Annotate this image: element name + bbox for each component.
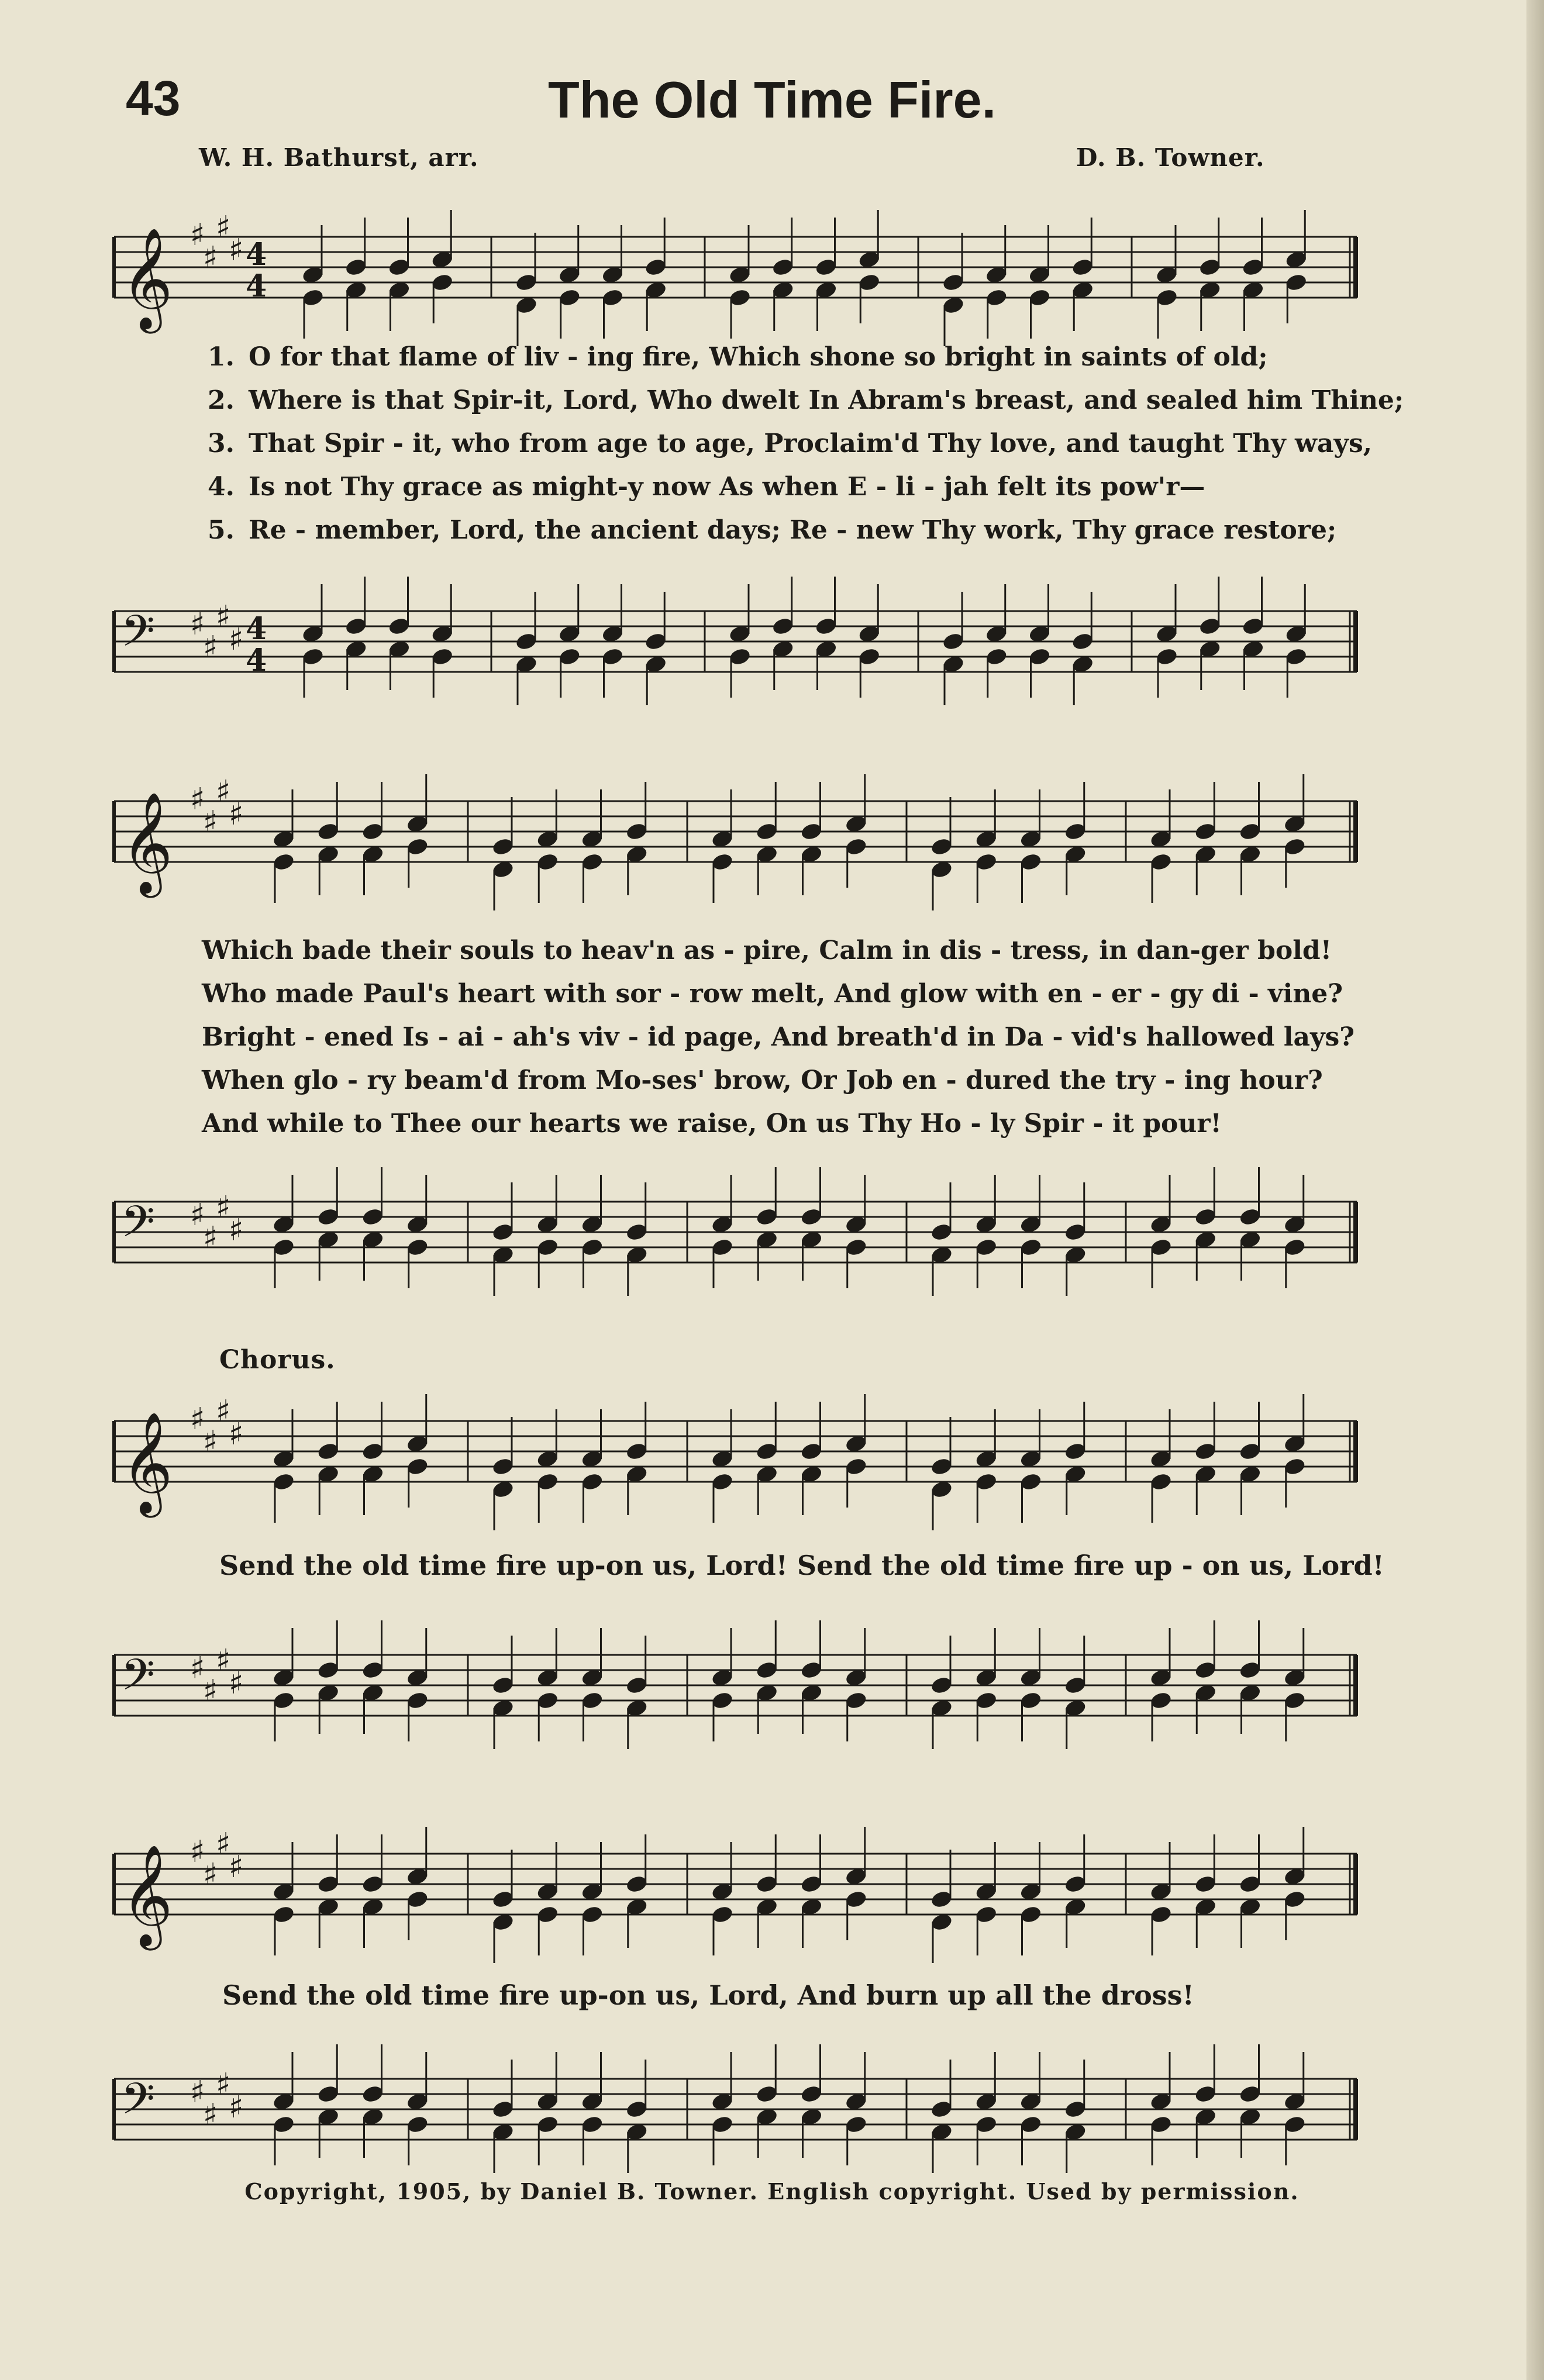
staff-lines-svg [102,1392,1369,1520]
verse-row-3 [208,429,1404,472]
sharp-icon: ♯ [190,218,205,253]
staff-lines-svg [102,1824,1369,1953]
time-signature-top: 4 [246,611,267,647]
lyricist-credit: W. H. Bathurst, arr. [199,143,479,172]
sharp-icon: ♯ [216,1394,231,1429]
composer-credit: D. B. Towner. [1076,143,1265,172]
chorus-label: Chorus. [219,1345,336,1375]
sharp-icon: ♯ [216,599,231,634]
sharp-icon: ♯ [229,1417,244,1452]
verse-row-5 [208,515,1404,558]
verse-cont-3: Bright - ened Is - ai - ah's viv - id page, And breath'd in Da - vid's hallowed lays? [202,1022,1355,1052]
sharp-icon: ♯ [203,1220,218,1255]
sharp-icon: ♯ [216,210,231,245]
time-signature-bottom: 4 [246,643,267,678]
verse-block-line2 [202,936,1355,1152]
hymn-title: The Old Time Fire. [547,71,997,129]
verse-text: O for that flame of liv - ing fire, Which shone so bright in saints of old; [249,342,1268,372]
sharp-icon: ♯ [203,630,218,665]
verse-row-2 [208,385,1404,429]
bass-staff-2 [102,1172,1369,1301]
verse-number: 5. [208,515,235,545]
treble-clef-icon: 𝄞 [121,792,173,894]
verse-text: Re - member, Lord, the ancient days; Re - new Thy work, Thy grace restore; [249,515,1337,545]
sharp-icon: ♯ [203,1857,218,1892]
sharp-icon: ♯ [203,1674,218,1709]
sharp-icon: ♯ [190,1651,205,1686]
sharp-icon: ♯ [203,805,218,840]
page-edge [1526,0,1544,2380]
bass-clef-icon: 𝄢 [121,1650,155,1711]
verse-cont-1: Which bade their souls to heav'n as - pire, Calm in dis - tress, in dan-ger bold! [202,936,1332,965]
treble-staff-2 [102,772,1369,901]
bass-clef-icon: 𝄢 [121,1196,155,1258]
bass-staff-1 [102,582,1369,710]
sharp-icon: ♯ [190,1198,205,1233]
sharp-icon: ♯ [229,233,244,268]
verse-row-1 [208,342,1404,385]
bass-clef-icon: 𝄢 [121,2074,155,2135]
time-signature-bottom: 4 [246,268,267,304]
verse-number: 1. [208,342,235,372]
verse-text: That Spir - it, who from age to age, Proclaim'd Thy love, and taught Thy ways, [249,429,1373,458]
treble-staff-3 [102,1392,1369,1520]
chorus-lyric-1: Send the old time fire up-on us, Lord! Send the old time fire up - on us, Lord! [219,1550,1384,1581]
verse-cont-5: And while to Thee our hearts we raise, On us Thy Ho - ly Spir - it pour! [202,1109,1222,1139]
bass-staff-4 [102,2050,1369,2178]
sharp-icon: ♯ [190,1834,205,1869]
sharp-icon: ♯ [203,1424,218,1460]
bass-staff-3 [102,1626,1369,1754]
sharp-icon: ♯ [203,2098,218,2133]
verse-number: 3. [208,429,235,458]
staff-lines-svg [102,208,1369,336]
staff-lines-svg [102,2050,1369,2178]
chorus-lyric-2: Send the old time fire up-on us, Lord, And burn up all the dross! [222,1979,1194,2011]
sharp-icon: ♯ [229,1213,244,1248]
treble-clef-icon: 𝄞 [121,1844,173,1946]
sharp-icon: ♯ [229,622,244,657]
staff-lines-svg [102,772,1369,901]
sharp-icon: ♯ [190,782,205,817]
sharp-icon: ♯ [190,607,205,642]
staff-lines-svg [102,1172,1369,1301]
staff-lines-svg [102,582,1369,710]
verse-cont-4: When glo - ry beam'd from Mo-ses' brow, Or Job en - dured the try - ing hour? [202,1065,1323,1095]
verse-row-4 [208,472,1404,515]
sharp-icon: ♯ [190,2075,205,2110]
verse-text: Is not Thy grace as might-y now As when E - li - jah felt its pow'r— [249,472,1205,502]
sharp-icon: ♯ [229,1666,244,1701]
verse-cont-2: Who made Paul's heart with sor - row melt, And glow with en - er - gy di - vine? [202,979,1343,1009]
copyright-notice: Copyright, 1905, by Daniel B. Towner. English copyright. Used by permission. [244,2178,1300,2205]
hymn-number: 43 [126,71,181,126]
time-signature-top: 4 [246,237,267,273]
sharp-icon: ♯ [216,1643,231,1678]
sharp-icon: ♯ [190,1402,205,1437]
sharp-icon: ♯ [203,240,218,275]
sharp-icon: ♯ [216,774,231,809]
treble-staff-4 [102,1824,1369,1953]
staff-lines-svg [102,1626,1369,1754]
treble-staff-1 [102,208,1369,336]
bass-clef-icon: 𝄢 [121,606,155,667]
verse-text: Where is that Spir-it, Lord, Who dwelt In Abram's breast, and sealed him Thine; [249,385,1404,415]
sharp-icon: ♯ [216,1827,231,1862]
sharp-icon: ♯ [229,797,244,832]
sharp-icon: ♯ [216,1190,231,1225]
verse-number: 2. [208,385,235,415]
verse-number: 4. [208,472,235,502]
verse-block-line1 [208,342,1404,558]
sharp-icon: ♯ [229,1850,244,1885]
sharp-icon: ♯ [216,2067,231,2102]
sharp-icon: ♯ [229,2090,244,2125]
treble-clef-icon: 𝄞 [121,227,173,329]
treble-clef-icon: 𝄞 [121,1412,173,1513]
